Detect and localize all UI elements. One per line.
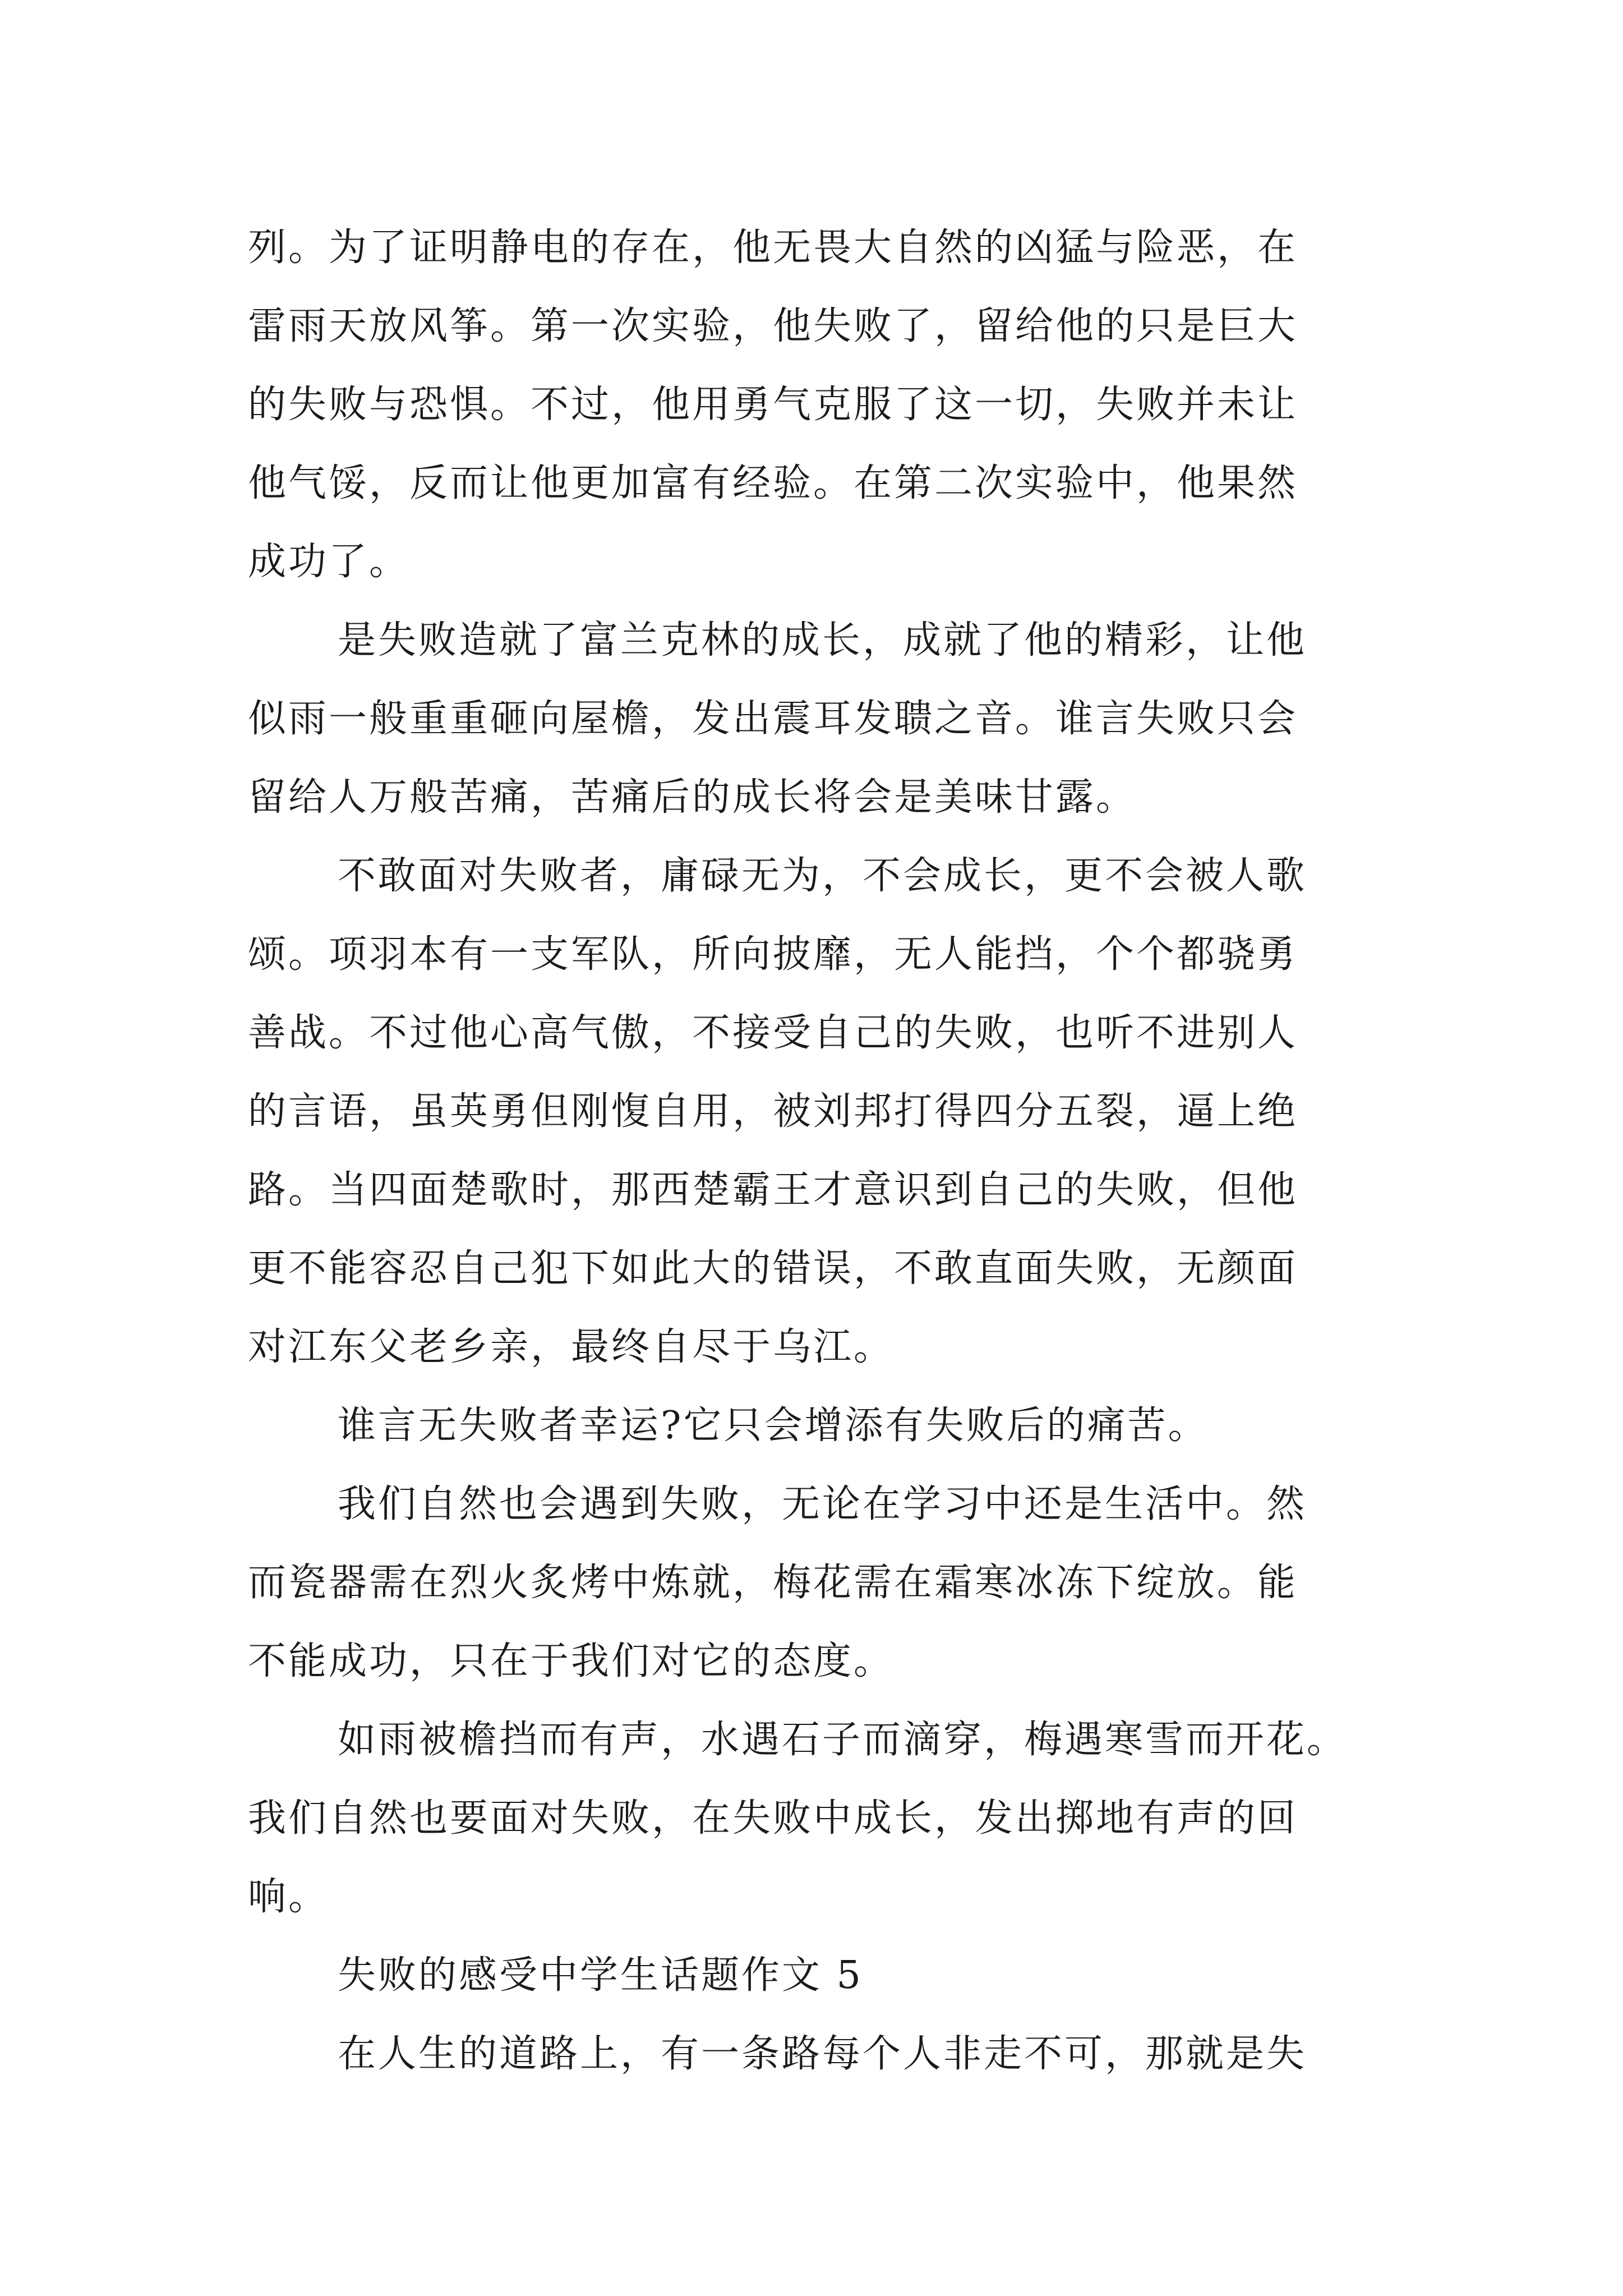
paragraph-first-line: 在人生的道路上，有一条路每个人非走不可，那就是失	[338, 2032, 1307, 2076]
text-line: 更不能容忍自己犯下如此大的错误，不敢直面失败，无颜面	[248, 1246, 1298, 1291]
text-line: 似雨一般重重砸向屋檐，发出震耳发聩之音。谁言失败只会	[248, 697, 1298, 741]
paragraph-first-line: 谁言无失败者幸运?它只会增添有失败后的痛苦。	[338, 1404, 1209, 1448]
paragraph-first-line: 我们自然也会遇到失败，无论在学习中还是生活中。然	[338, 1482, 1307, 1526]
text-line: 不能成功，只在于我们对它的态度。	[248, 1639, 895, 1683]
text-line: 对江东父老乡亲，最终自尽于乌江。	[248, 1325, 895, 1369]
text-line: 的言语，虽英勇但刚愎自用，被刘邦打得四分五裂，逼上绝	[248, 1089, 1298, 1134]
text-line: 列。为了证明静电的存在，他无畏大自然的凶猛与险恶，在	[248, 226, 1298, 270]
text-line: 而瓷器需在烈火炙烤中炼就，梅花需在霜寒冰冻下绽放。能	[248, 1561, 1298, 1605]
paragraph-first-line: 不敢面对失败者，庸碌无为，不会成长，更不会被人歌	[338, 854, 1307, 898]
text-line: 响。	[248, 1875, 329, 1919]
text-line: 我们自然也要面对失败，在失败中成长，发出掷地有声的回	[248, 1796, 1298, 1841]
paragraph-first-line: 是失败造就了富兰克林的成长，成就了他的精彩，让他	[338, 618, 1307, 662]
text-line: 颂。项羽本有一支军队，所向披靡，无人能挡，个个都骁勇	[248, 932, 1298, 977]
text-line: 路。当四面楚歌时，那西楚霸王才意识到自己的失败，但他	[248, 1168, 1298, 1212]
text-line: 留给人万般苦痛，苦痛后的成长将会是美味甘露。	[248, 775, 1137, 820]
text-line: 的失败与恐惧。不过，他用勇气克服了这一切，失败并未让	[248, 383, 1298, 427]
section-heading: 失败的感受中学生话题作文 5	[338, 1953, 863, 1998]
text-line: 成功了。	[248, 540, 410, 584]
text-line: 雷雨天放风筝。第一次实验，他失败了，留给他的只是巨大	[248, 304, 1298, 348]
paragraph-first-line: 如雨被檐挡而有声，水遇石子而滴穿，梅遇寒雪而开花。	[338, 1718, 1348, 1762]
text-line: 他气馁，反而让他更加富有经验。在第二次实验中，他果然	[248, 461, 1298, 505]
text-line: 善战。不过他心高气傲，不接受自己的失败，也听不进别人	[248, 1011, 1298, 1055]
